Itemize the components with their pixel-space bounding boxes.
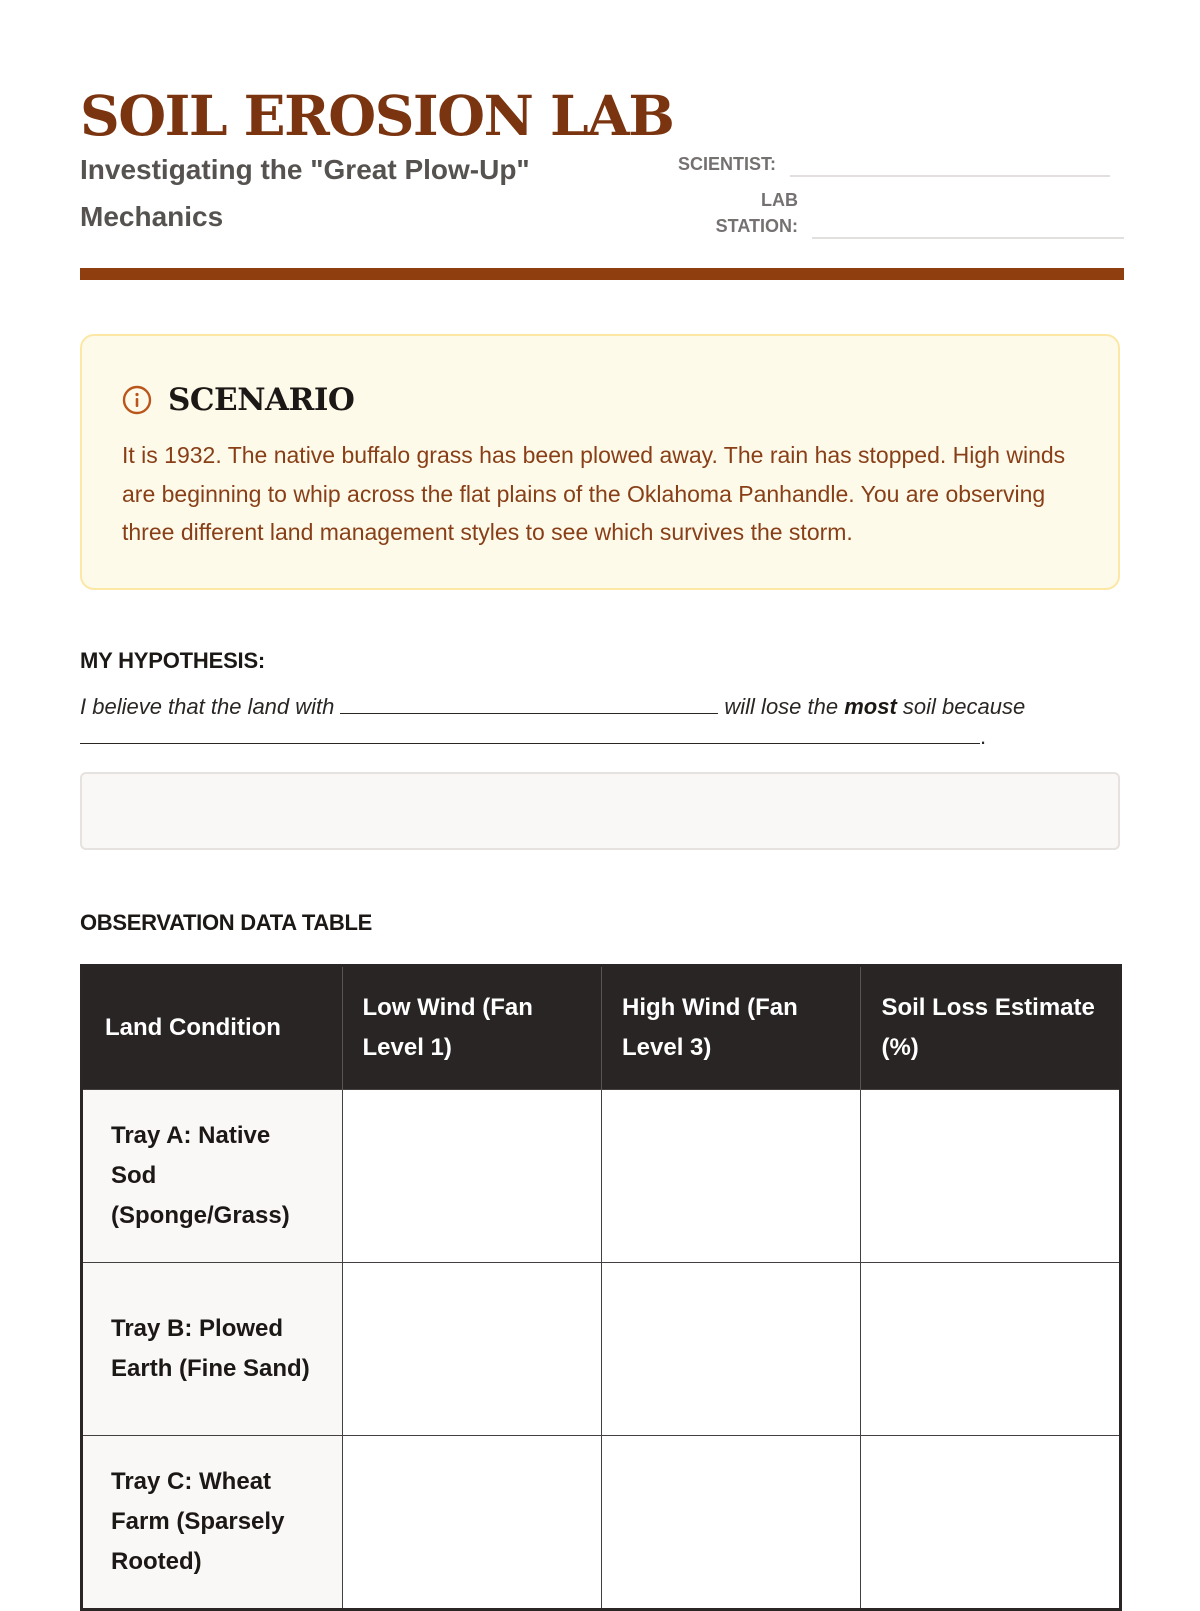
soil-loss-cell[interactable]	[861, 1090, 1121, 1263]
low-wind-cell[interactable]	[342, 1263, 601, 1436]
soil-loss-cell[interactable]	[861, 1436, 1121, 1610]
low-wind-cell[interactable]	[342, 1090, 601, 1263]
soil-loss-cell[interactable]	[861, 1263, 1121, 1436]
observation-table-label: OBSERVATION DATA TABLE	[80, 910, 373, 935]
hypothesis-end: .	[980, 724, 987, 749]
high-wind-cell[interactable]	[601, 1436, 860, 1610]
land-condition-cell: Tray B: Plowed Earth (Fine Sand)	[82, 1263, 343, 1436]
header-divider	[80, 268, 1124, 280]
hypothesis-land-blank[interactable]	[340, 695, 718, 714]
hypothesis-reason-line	[80, 724, 986, 750]
hypothesis-answer-box[interactable]	[80, 772, 1120, 850]
scenario-title: SCENARIO	[168, 382, 355, 418]
hypothesis-middle: will lose the	[724, 694, 839, 719]
hypothesis-prefix: I believe that the land with	[80, 694, 335, 719]
high-wind-cell[interactable]	[601, 1090, 860, 1263]
column-header-land-condition: Land Condition	[82, 966, 343, 1090]
info-circle-icon	[122, 385, 152, 415]
scenario-heading	[122, 382, 354, 418]
scenario-callout	[80, 334, 1120, 590]
high-wind-cell[interactable]	[601, 1263, 860, 1436]
table-row	[82, 1090, 1121, 1263]
hypothesis-label: MY HYPOTHESIS:	[80, 648, 266, 673]
worksheet-header	[80, 0, 1124, 282]
column-header-low-wind: Low Wind (Fan Level 1)	[342, 966, 601, 1090]
hypothesis-sentence	[80, 694, 1025, 720]
lab-station-field[interactable]	[812, 217, 1124, 239]
scientist-row	[664, 145, 1124, 177]
land-condition-cell: Tray C: Wheat Farm (Sparsely Rooted)	[82, 1436, 343, 1610]
scientist-label: SCIENTIST:	[677, 154, 776, 174]
column-header-soil-loss: Soil Loss Estimate (%)	[861, 966, 1121, 1090]
page-title: SOIL EROSION LAB	[80, 83, 674, 148]
scenario-text: It is 1932. The native buffalo grass has been plowed away. The rain has stopped. High winds are beginning to whip across the flat plains of the Oklahoma Panhandle. You are observing three different land management styles to see which survives the storm.	[122, 442, 1066, 545]
table-row	[82, 1436, 1121, 1610]
worksheet-page	[80, 0, 1124, 1575]
land-condition-cell: Tray A: Native Sod (Sponge/Grass)	[82, 1090, 343, 1263]
hypothesis-reason-blank[interactable]	[80, 725, 980, 744]
page-subtitle: Investigating the "Great Plow-Up" Mechanics	[80, 154, 530, 232]
scientist-field[interactable]	[790, 145, 1110, 177]
table-row	[82, 1263, 1121, 1436]
lab-station-label: LAB STATION:	[715, 190, 798, 236]
student-info	[664, 145, 1124, 239]
hypothesis-emphasis: most	[844, 694, 897, 719]
table-header-row	[82, 966, 1121, 1090]
low-wind-cell[interactable]	[342, 1436, 601, 1610]
column-header-high-wind: High Wind (Fan Level 3)	[601, 966, 860, 1090]
observation-data-table	[80, 964, 1122, 1611]
hypothesis-suffix: soil because	[902, 694, 1026, 719]
lab-station-row	[664, 187, 1124, 239]
